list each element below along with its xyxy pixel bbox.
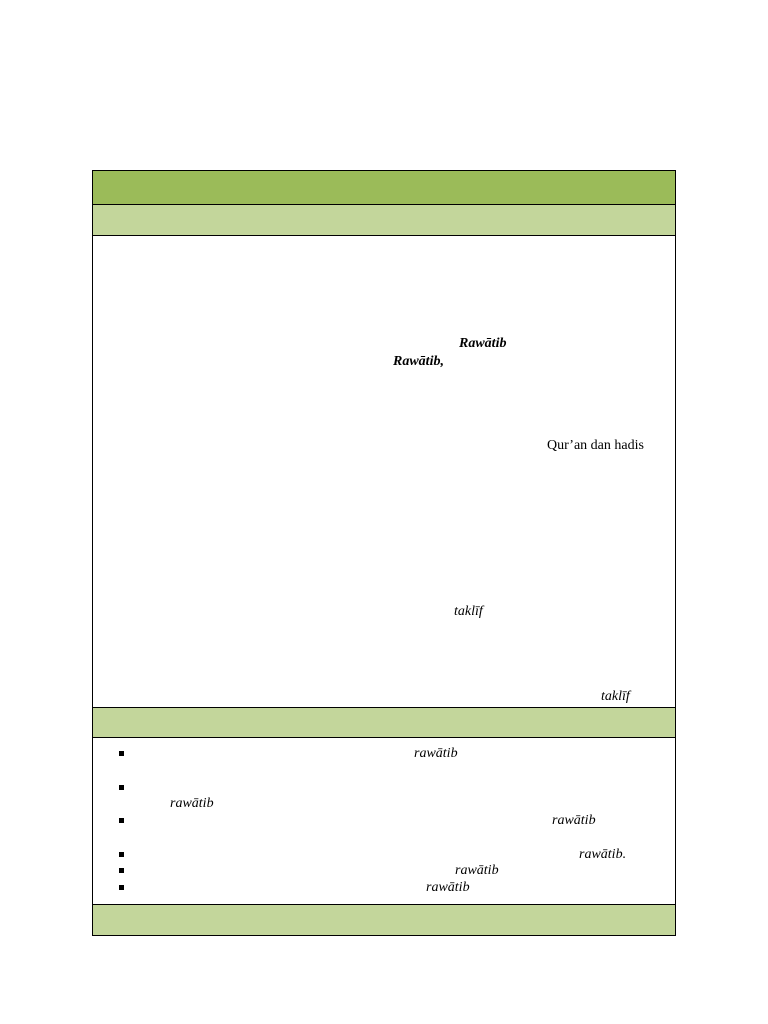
term-taklif: taklīf <box>454 604 483 619</box>
bullet-marker <box>119 885 124 890</box>
list-item: rawātib. <box>579 847 627 862</box>
table-header-band <box>93 171 675 205</box>
term-taklif: taklīf <box>601 689 630 704</box>
bullet-marker <box>119 868 124 873</box>
list-item: rawātib <box>552 813 596 828</box>
list-item: rawātib <box>414 746 458 761</box>
table-subheader-band <box>93 205 675 236</box>
term-rawatib-bold: Rawātib, <box>393 354 444 369</box>
bullet-marker <box>119 751 124 756</box>
list-item: rawātib <box>455 863 499 878</box>
term-rawatib-bold: Rawātib <box>459 336 507 351</box>
quran-hadis-text: Qur’an dan hadis <box>547 438 644 453</box>
section-header-band <box>93 707 675 738</box>
bullet-marker <box>119 785 124 790</box>
list-item: rawātib <box>426 880 470 895</box>
footer-band <box>93 904 675 935</box>
bullet-marker <box>119 852 124 857</box>
list-item: rawātib <box>170 796 214 811</box>
bullet-marker <box>119 818 124 823</box>
